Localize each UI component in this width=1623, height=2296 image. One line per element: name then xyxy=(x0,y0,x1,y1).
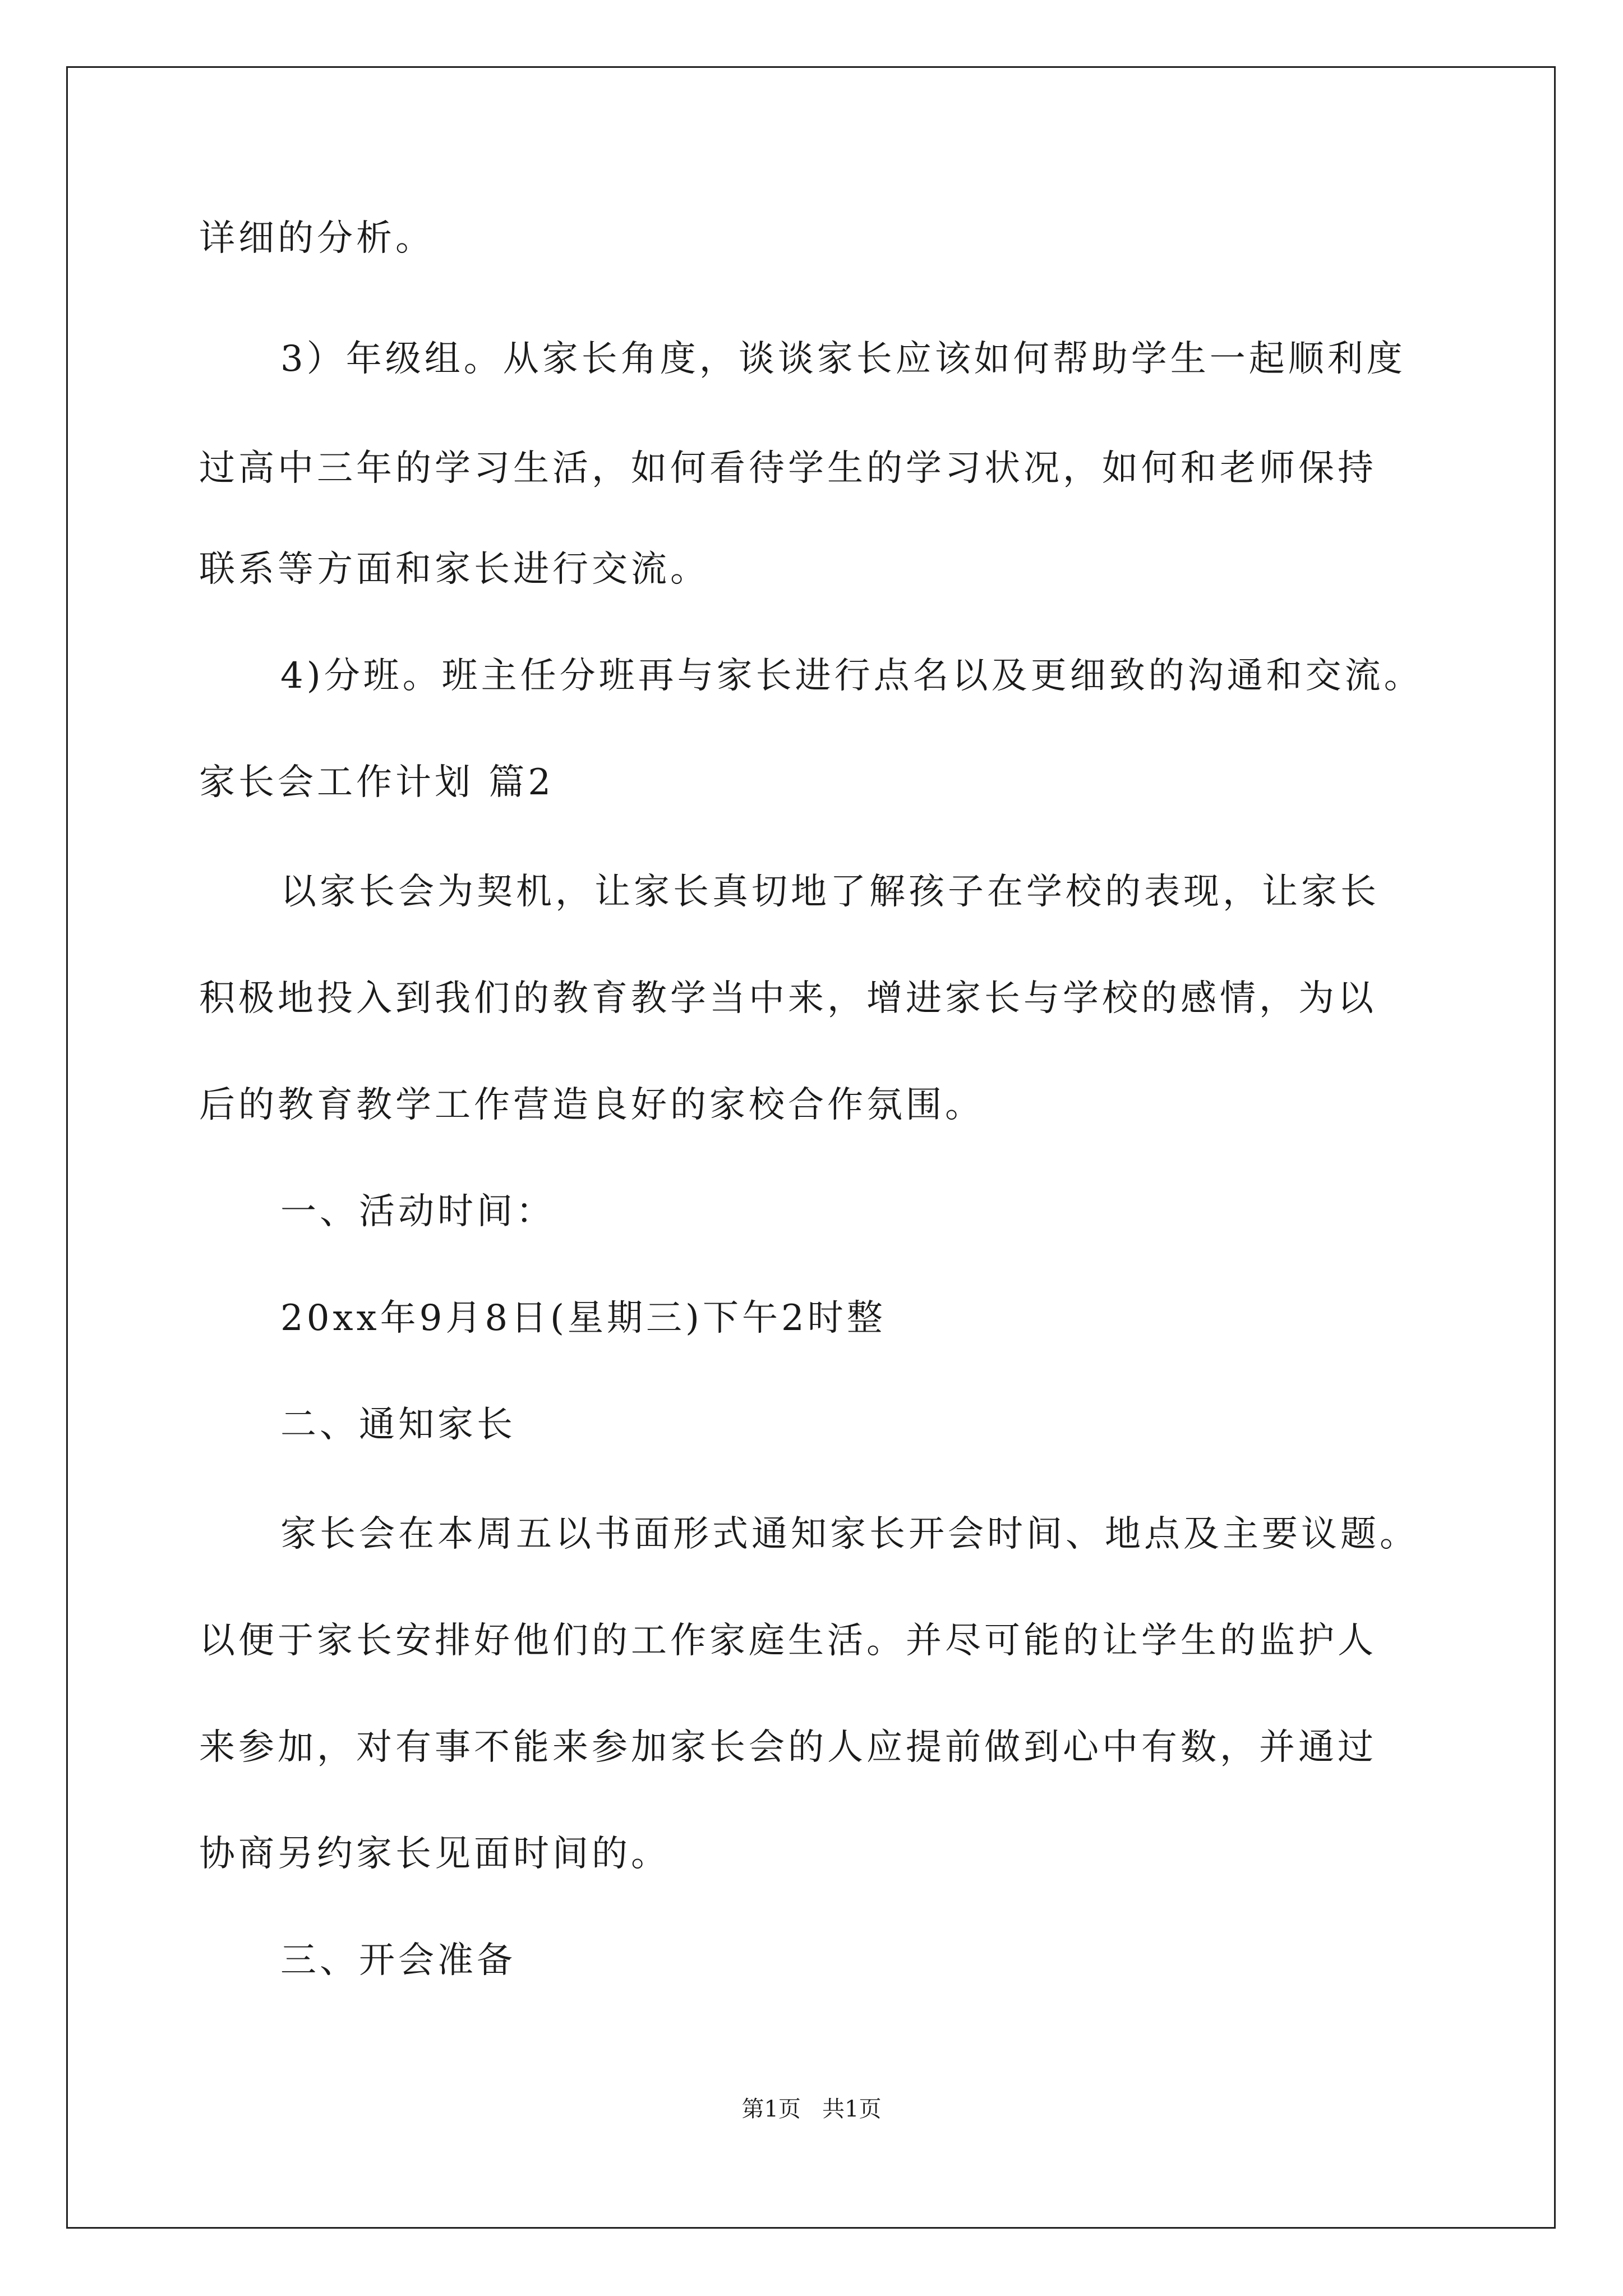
text-line: 协商另约家长见面时间的。 xyxy=(199,1833,670,1875)
text-line: 积极地投入到我们的教育教学当中来，增进家长与学校的感情，为以 xyxy=(199,978,1377,1019)
text-line: 3）年级组。从家长角度，谈谈家长应该如何帮助学生一起顺利度 xyxy=(280,338,1406,380)
text-line: 家长会在本周五以书面形式通知家长开会时间、地点及主要议题。 xyxy=(280,1513,1419,1555)
text-line: 二、通知家长 xyxy=(280,1404,516,1446)
text-line: 20xx年9月8日(星期三)下午2时整 xyxy=(280,1297,886,1339)
section-heading: 家长会工作计划 篇2 xyxy=(199,762,555,803)
text-line: 一、活动时间： xyxy=(280,1191,555,1232)
text-line: 联系等方面和家长进行交流。 xyxy=(199,549,709,590)
page-border xyxy=(66,66,1556,2229)
text-line: 以便于家长安排好他们的工作家庭生活。并尽可能的让学生的监护人 xyxy=(199,1620,1377,1662)
text-line: 三、开会准备 xyxy=(280,1940,516,1981)
text-line: 后的教育教学工作营造良好的家校合作氛围。 xyxy=(199,1084,984,1126)
text-line: 4)分班。班主任分班再与家长进行点名以及更细致的沟通和交流。 xyxy=(280,655,1423,697)
text-line: 来参加，对有事不能来参加家长会的人应提前做到心中有数，并通过 xyxy=(199,1727,1377,1768)
text-line: 以家长会为契机，让家长真切地了解孩子在学校的表现，让家长 xyxy=(280,871,1380,913)
page-number: 第1页 共1页 xyxy=(741,2096,882,2122)
text-line: 过高中三年的学习生活，如何看待学生的学习状况，如何和老师保持 xyxy=(199,448,1377,489)
text-line: 详细的分析。 xyxy=(199,218,435,259)
